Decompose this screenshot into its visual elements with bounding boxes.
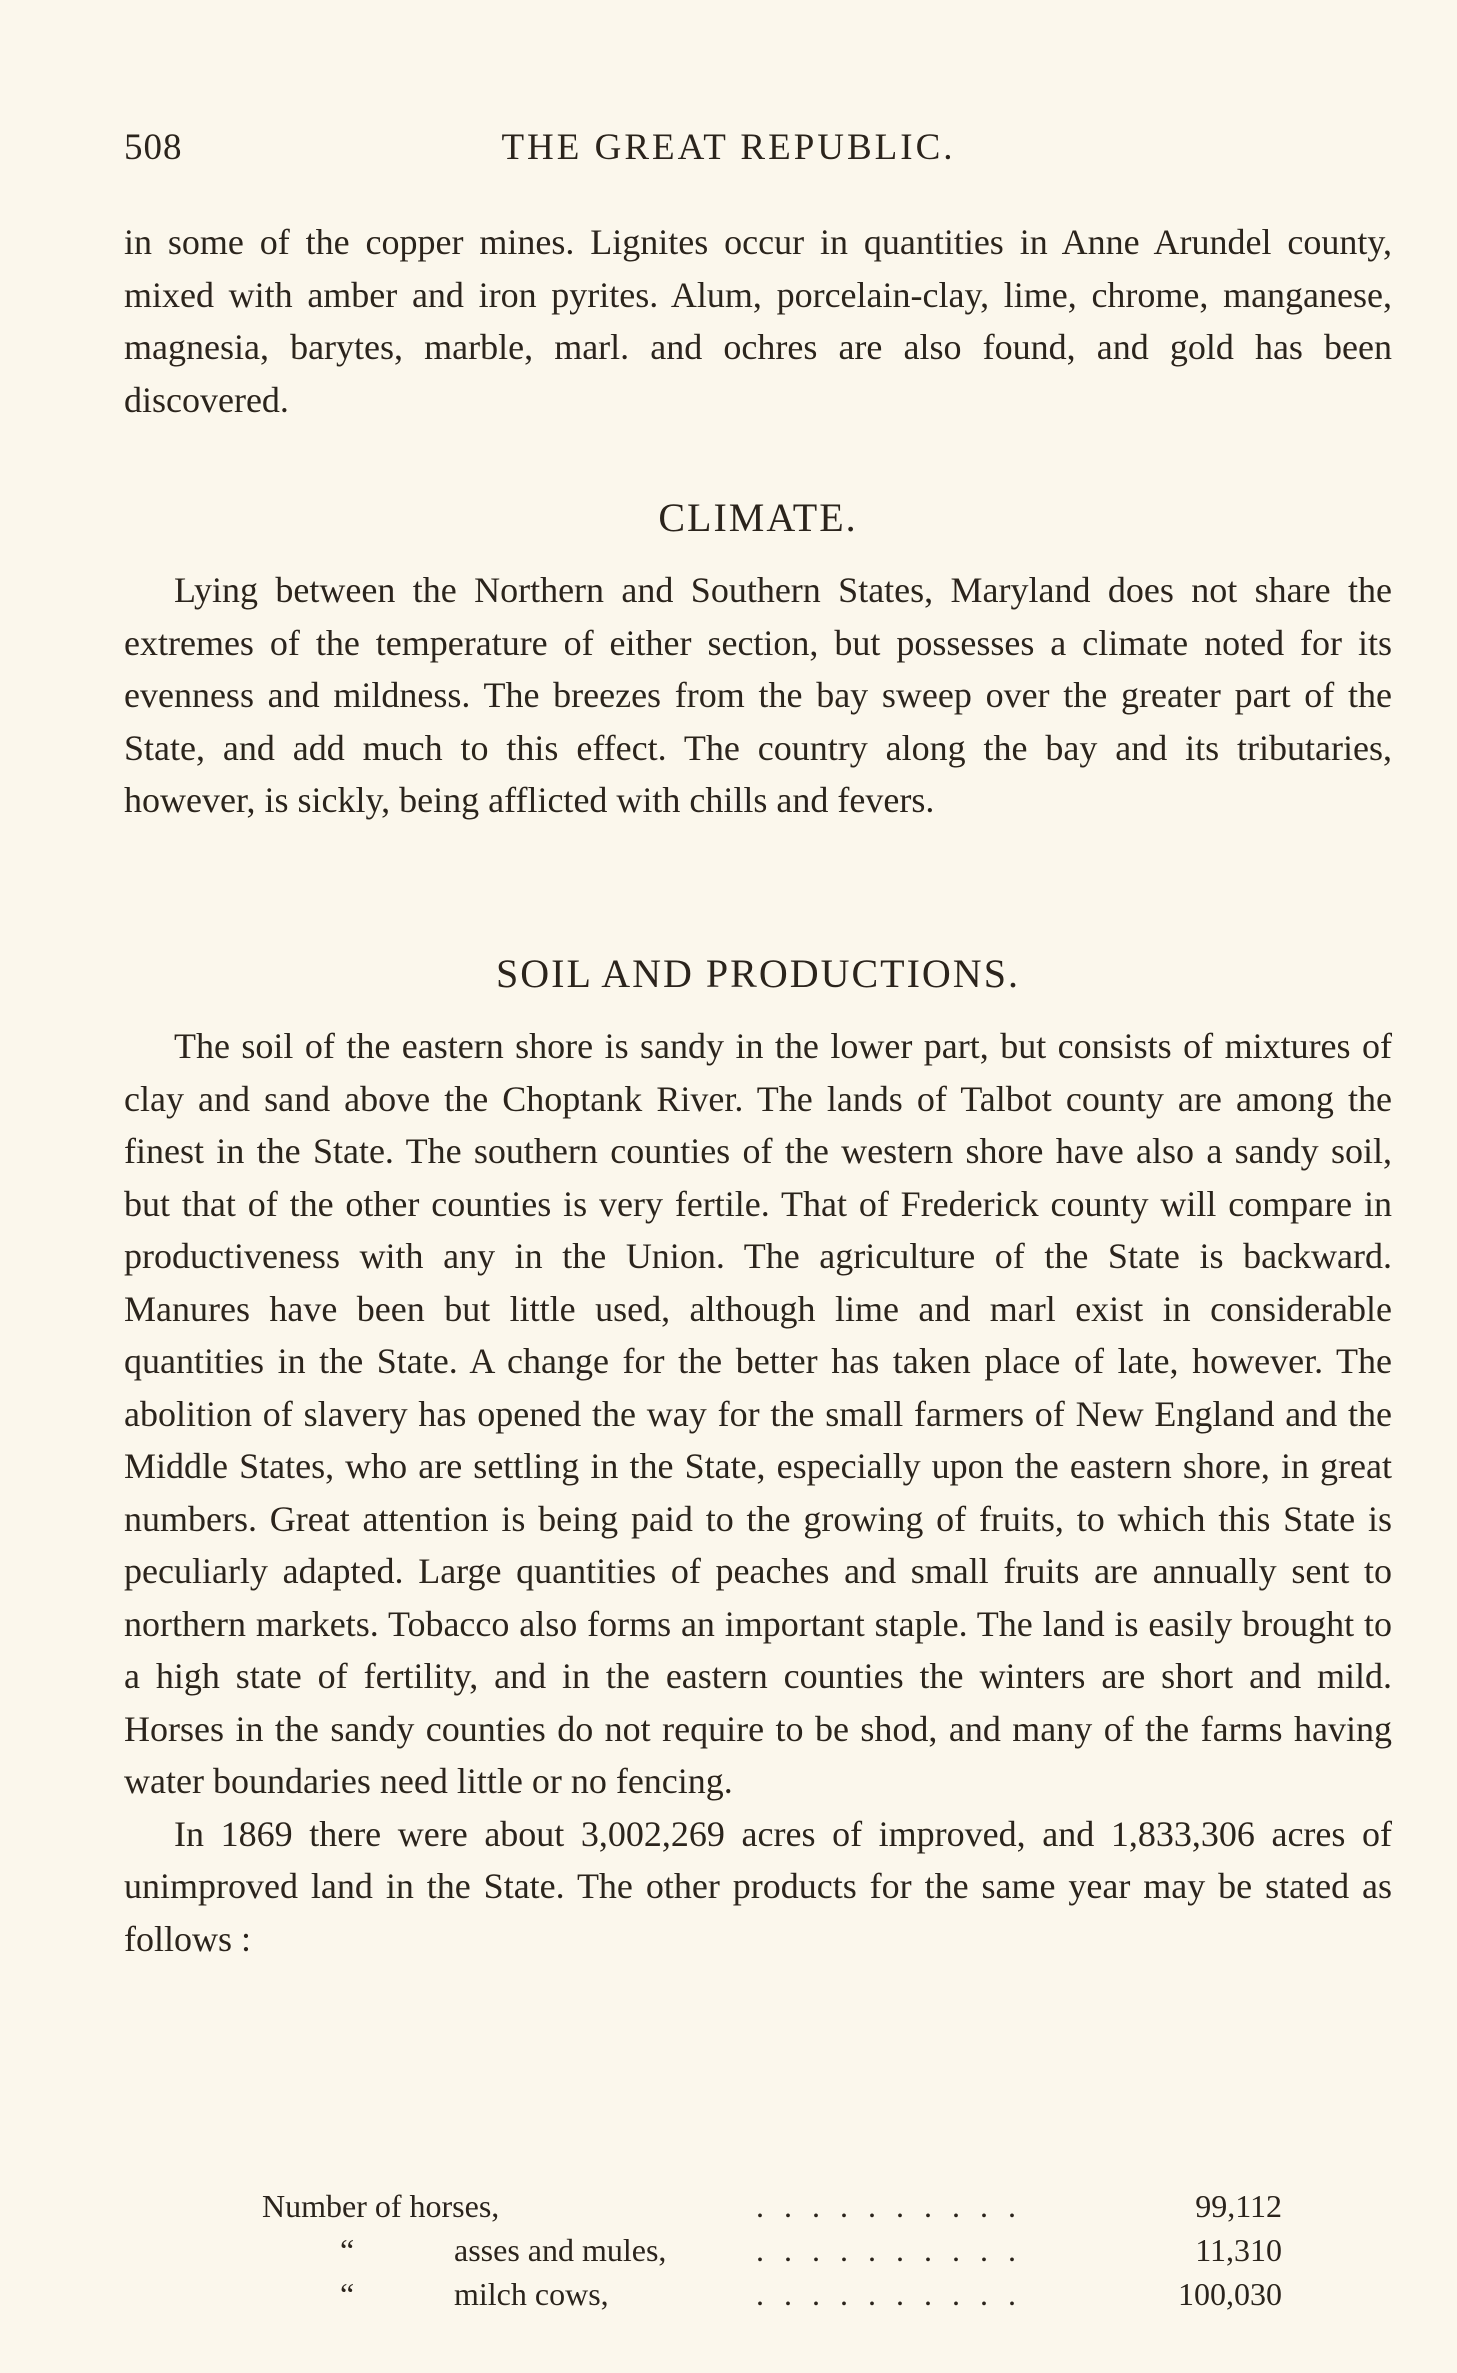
soil-heading: SOIL AND PRODUCTIONS. bbox=[496, 951, 1020, 996]
stat-row bbox=[262, 2272, 1282, 2316]
dot-leader: . . . . . . . . . . bbox=[756, 2276, 1022, 2312]
dot-leader: . . . . . . . . . . bbox=[756, 2188, 1022, 2224]
stat-label: milch cows, bbox=[454, 2276, 609, 2312]
stat-value: 99,112 bbox=[1195, 2188, 1282, 2224]
dot-leader: . . . . . . . . . . bbox=[756, 2232, 1022, 2268]
stat-value: 100,030 bbox=[1178, 2276, 1282, 2312]
page-number: 508 bbox=[124, 127, 183, 168]
stat-value: 11,310 bbox=[1195, 2232, 1282, 2268]
climate-text: Lying between the Northern and Southern States, Maryland does not share the extremes of the temperature of either section, but possesses a climate noted for its evenness and mildness. The breezes from the bay sweep over the greater part of the State, and add much to this effect. The country along the bay and its tributaries, however, is sickly, being afflicted with chills and fevers. bbox=[124, 570, 1392, 820]
climate-heading: CLIMATE. bbox=[658, 495, 858, 540]
stat-label: Number of horses, bbox=[262, 2188, 500, 2224]
soil-section bbox=[124, 1020, 1392, 1965]
stat-row bbox=[262, 2228, 1282, 2272]
running-head: THE GREAT REPUBLIC. bbox=[501, 127, 956, 168]
statistics-table bbox=[262, 2184, 1282, 2316]
climate-paragraph bbox=[124, 564, 1392, 827]
ditto-mark: “ bbox=[340, 2232, 355, 2268]
soil-paragraph-2: In 1869 there were about 3,002,269 acres of improved, and 1,833,306 acres of unimproved land in the State. The other products for the same year may be stated as follows : bbox=[124, 1813, 1392, 1959]
soil-paragraph-1: The soil of the eastern shore is sandy in the lower part, but consists of mixtures of clay and sand above the Choptank River. The lands of Talbot county are among the finest in the State. The southern counties of the western shore have also a sandy soil, but that of the other counties is very fertile. That of Frederick county will compare in productiveness with any in the Union. The agriculture of the State is backward. Manures have been but little used, although lime and marl exist in considerable quantities in the State. A change for the better has taken place of late, however. The abolition of slavery has opened the way for the small farmers of New England and the Middle States, who are settling in the State, especially upon the eastern shore, in great numbers. Great attention is being paid to the growing of fruits, to which this State is peculiarly adapted. Large quantities of peaches and small fruits are annually sent to northern markets. Tobacco also forms an important staple. The land is easily brought to a high state of fertility, and in the eastern counties the winters are short and mild. Horses in the sandy counties do not require to be shod, and many of the farms having water boundaries need little or no fencing. bbox=[124, 1026, 1392, 1801]
intro-paragraph bbox=[124, 216, 1392, 426]
intro-text: in some of the copper mines. Lignites occur in quantities in Anne Arundel county, mixed with amber and iron pyrites. Alum, porcelain-clay, lime, chrome, manganese, magnesia, barytes, marble, marl. and ochres are also found, and gold has been discovered. bbox=[124, 222, 1392, 420]
stat-label: asses and mules, bbox=[454, 2232, 667, 2268]
stat-row bbox=[262, 2184, 1282, 2228]
ditto-mark: “ bbox=[340, 2276, 355, 2312]
page-header bbox=[124, 126, 1333, 178]
